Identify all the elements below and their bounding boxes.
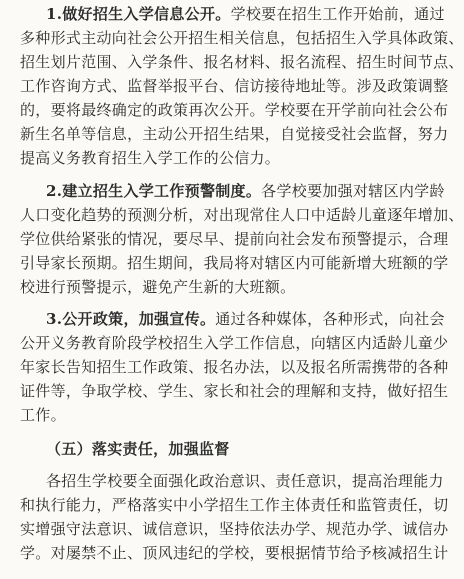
paragraph-2-text: 各学校要加强对辖区内学龄 bbox=[261, 182, 445, 200]
paragraph-3-heading: 3.公开政策，加强宣传。 bbox=[46, 310, 216, 328]
paragraph-2-first-line bbox=[46, 179, 445, 203]
paragraph-3-line: 证件等，争取学校、学生、家长和社会的理解和支持，做好招生 bbox=[20, 382, 449, 400]
paragraph-1-first-line bbox=[46, 2, 445, 26]
paragraph-1-line: 提高义务教育招生入学工作的公信力。 bbox=[20, 149, 281, 167]
paragraph-3-line: 公开义务教育阶段学校招生入学工作信息，向辖区内适龄儿童少 bbox=[20, 334, 449, 352]
paragraph-2-line: 人口变化趋势的预测分析，对出现常住人口中适龄儿童逐年增加、 bbox=[20, 206, 464, 224]
paragraph-2-line: 学位供给紧张的情况，要尽早、提前向社会发布预警提示，合理 bbox=[20, 230, 449, 248]
paragraph-2-line: 引导家长预期。招生期间，我局将对辖区内可能新增大班额的学 bbox=[20, 254, 449, 272]
paragraph-1-line: 新生名单等信息，主动公开招生结果，自觉接受社会监督，努力 bbox=[20, 125, 449, 143]
paragraph-3-line: 工作。 bbox=[20, 406, 66, 424]
section-line: 实增强守法意识、诚信意识，坚持依法办学、规范办学、诚信办 bbox=[20, 520, 449, 538]
paragraph-1-text: 学校要在招生工作开始前，通过 bbox=[230, 5, 445, 23]
section-line: 学。对屡禁不止、顶风违纪的学校，要根据情节给予核减招生计 bbox=[20, 544, 449, 562]
paragraph-1-line: 招生划片范围、入学条件、报名材料、报名流程、招生时间节点、 bbox=[20, 53, 464, 71]
paragraph-3-first-line bbox=[46, 307, 445, 331]
paragraph-1-line: 多种形式主动向社会公开招生相关信息，包括招生入学具体政策、 bbox=[20, 29, 464, 47]
paragraph-1-line: 的，要将最终确定的政策再次公开。学校要在开学前向社会公布 bbox=[20, 101, 449, 119]
paragraph-3-line: 年家长告知招生工作政策、报名办法，以及报名所需携带的各种 bbox=[20, 358, 449, 376]
paragraph-2-line: 校进行预警提示，避免产生新的大班额。 bbox=[20, 278, 296, 296]
section-line: 各招生学校要全面强化政治意识、责任意识，提高治理能力 bbox=[46, 472, 444, 490]
paragraph-1-line: 工作咨询方式、监督举报平台、信访接待地址等。涉及政策调整 bbox=[20, 77, 449, 95]
paragraph-1-heading: 1.做好招生入学信息公开。 bbox=[46, 5, 231, 23]
section-line: 和执行能力，严格落实中小学招生工作主体责任和监管责任，切 bbox=[20, 496, 449, 514]
section-title: （五）落实责任，加强监督 bbox=[46, 440, 230, 458]
paragraph-3-text: 通过各种媒体，各种形式，向社会 bbox=[215, 310, 445, 328]
paragraph-2-heading: 2.建立招生入学工作预警制度。 bbox=[46, 182, 262, 200]
